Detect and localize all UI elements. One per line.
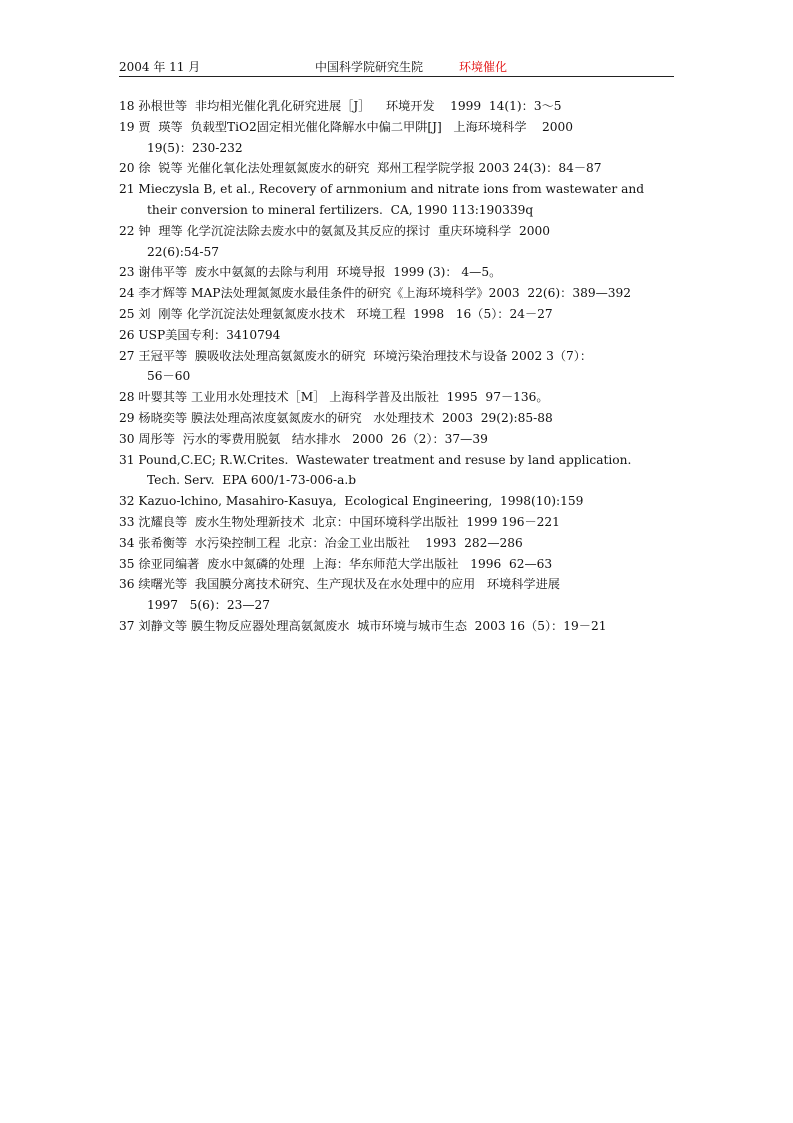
header-institution: 中国科学院研究生院 xyxy=(315,60,424,74)
reference-line: 33 沈耀良等 废水生物处理新技术 北京：中国环境科学出版社 1999 196－221 xyxy=(119,514,560,529)
reference-item xyxy=(119,304,679,325)
reference-item xyxy=(119,158,679,179)
reference-item xyxy=(119,512,679,533)
reference-item xyxy=(119,262,679,283)
reference-item xyxy=(119,283,679,304)
reference-line: 18 孙根世等 非均相光催化乳化研究进展［J］ 环境开发 1999 14(1)：3～5 xyxy=(119,99,562,113)
reference-line: 24 李才辉等 MAP法处理氮氮废水最佳条件的研究《上海环境科学》2003 22(6)：389—392 xyxy=(119,286,632,301)
reference-item xyxy=(119,533,679,554)
reference-continuation-line: 22(6):54-57 xyxy=(147,244,220,259)
reference-item xyxy=(119,346,679,388)
reference-item xyxy=(119,574,679,616)
reference-line: 29 杨晓奕等 膜法处理高浓度氨氮废水的研究 水处理技术 2003 29(2):85-88 xyxy=(119,410,553,425)
reference-item xyxy=(119,450,679,492)
reference-item xyxy=(119,387,679,408)
reference-line: 37 刘静文等 膜生物反应器处理高氨氮废水 城市环境与城市生态 2003 16（5）：19－21 xyxy=(119,618,607,633)
reference-line: 30 周彤等 污水的零费用脱氨 结水排水 2000 26（2）：37—39 xyxy=(119,431,488,446)
reference-line: 36 续曙光等 我国膜分离技术研究、生产现状及在水处理中的应用 环境科学进展 xyxy=(119,577,560,592)
reference-item xyxy=(119,325,679,346)
reference-item xyxy=(119,117,679,159)
reference-continuation-line: their conversion to mineral fertilizers. CA, 1990 113:190339q xyxy=(147,202,534,217)
reference-line: 23 谢伟平等 废水中氨氮的去除与利用 环境导报 1999 (3)： 4—5。 xyxy=(119,265,502,280)
header-date: 2004 年 11 月 xyxy=(119,60,201,74)
page-header xyxy=(119,56,674,77)
reference-line: 35 徐亚同编著 废水中氮磷的处理 上海：华东师范大学出版社 1996 62—63 xyxy=(119,556,553,571)
reference-item xyxy=(119,408,679,429)
header-course: 环境催化 xyxy=(459,60,508,74)
reference-line: 21 Mieczysla B, et al., Recovery of arnmonium and nitrate ions from wastewater and xyxy=(119,182,645,197)
reference-item xyxy=(119,429,679,450)
reference-continuation-line: Tech. Serv. EPA 600/1-73-006-a.b xyxy=(147,473,357,488)
reference-item xyxy=(119,221,679,263)
reference-item xyxy=(119,96,679,117)
reference-line: 22 钟 理等 化学沉淀法除去废水中的氨氮及其反应的探讨 重庆环境科学 2000 xyxy=(119,223,550,238)
reference-item xyxy=(119,179,679,221)
reference-item xyxy=(119,616,679,637)
reference-line: 26 USP美国专利：3410794 xyxy=(119,327,281,342)
reference-line: 34 张希衡等 水污染控制工程 北京：冶金工业出版社 1993 282—286 xyxy=(119,535,523,550)
reference-line: 27 王冠平等 膜吸收法处理高氨氮废水的研究 环境污染治理技术与设备 2002 3（7）： xyxy=(119,348,593,363)
reference-continuation-line: 19(5)：230-232 xyxy=(147,140,243,155)
reference-item xyxy=(119,491,679,512)
reference-line: 31 Pound,C.EC; R.W.Crites. Wastewater treatment and resuse by land application. xyxy=(119,452,632,467)
reference-line: 25 刘 刚等 化学沉淀法处理氨氮废水技术 环境工程 1998 16（5）：24－27 xyxy=(119,306,553,321)
reference-continuation-line: 1997 5(6)：23—27 xyxy=(147,598,271,613)
reference-line: 32 Kazuo-lchino, Masahiro-Kasuya, Ecological Engineering, 1998(10):159 xyxy=(119,494,584,509)
reference-continuation-line: 56－60 xyxy=(147,369,191,384)
reference-line: 20 徐 锐等 光催化氧化法处理氨氮废水的研究 郑州工程学院学报 2003 24(3)：84－87 xyxy=(119,161,602,176)
reference-item xyxy=(119,554,679,575)
reference-line: 28 叶婴其等 工业用水处理技术［M］ 上海科学普及出版社 1995 97－136。 xyxy=(119,390,549,405)
reference-list xyxy=(119,96,679,637)
reference-line: 19 贾 瑛等 负载型TiO2固定相光催化降解水中偏二甲阱[J] 上海环境科学 2000 xyxy=(119,119,574,134)
